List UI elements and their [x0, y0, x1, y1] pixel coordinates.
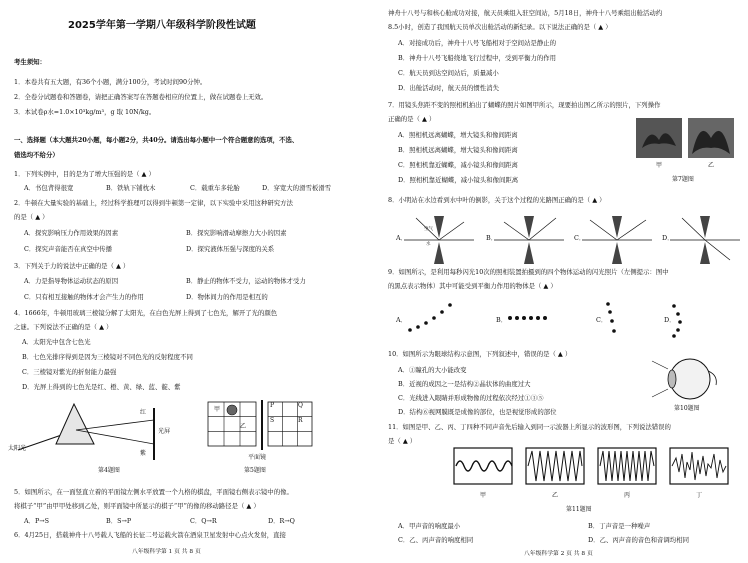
q3-option-b[interactable]: B．静止的物体不受力，运动的物体才受力 — [186, 277, 306, 285]
q9-dots-d — [672, 304, 682, 338]
question-3-stem: 3．下列关于力的说法中正确的是（ ▲ ） — [14, 262, 130, 270]
q7-option-c[interactable]: C．照相机靠近蝴蝶，减小镜头和像间距离 — [398, 161, 518, 169]
question-8-stem: 8．小明站在水边看到水中叶的倒影，关于这个过程的光路图正确的是（ ▲ ） — [388, 196, 606, 204]
waveform-yi — [528, 451, 582, 481]
q10-option-b[interactable]: B．近视的成因之一是结构②晶状体的曲度过大 — [398, 380, 531, 388]
question-9-stem: 的黑点表示物体）其中可能受到平衡力作用的物体是（ ▲ ） — [388, 282, 557, 290]
q10-caption: 第10题图 — [674, 405, 700, 412]
q3-option-d[interactable]: D．物体间力的作用是相互的 — [186, 293, 268, 301]
q3-option-a[interactable]: A．力是指导物体运动状态的原因 — [24, 277, 119, 285]
q2-option-a[interactable]: A．探究影响压力作用效果的因素 — [24, 229, 119, 237]
fig4-caption: 第4题图 — [98, 467, 120, 474]
q8-diagram-b — [494, 216, 564, 264]
section-heading: 一、选择题（本大题共20小题，每小题2分，共40分。请选出每小题中一个符合题意的选项，不选、 — [14, 136, 299, 144]
fig4-screen-label: 光屏 — [158, 428, 171, 435]
q8-water-label: 水 — [426, 242, 431, 247]
q8-diagram-d — [670, 216, 740, 264]
question-2-stem: 2．牛顿在大量实验的基础上，经过科学推理可以得到牛顿第一定律，以下实验中采用这种研究方法 — [14, 199, 293, 207]
question-11-stem: 11．如图是甲、乙、丙、丁四种不同声音先后输入到同一示波器上所显示的波形图，下列说法错误的 — [388, 423, 671, 431]
q8-option-a[interactable]: A． — [396, 234, 408, 242]
q8-option-c[interactable]: C． — [574, 234, 586, 242]
q3-option-c[interactable]: C．只有相互接触的物体才会产生力的作用 — [24, 293, 144, 301]
fig5-yi-label: 乙 — [240, 423, 247, 430]
fig5-r-label: R — [298, 417, 303, 424]
q10-option-c[interactable]: C．光线进入眼睛并形成物像的过程依次经过①③⑤ — [398, 394, 544, 402]
q10-option-d[interactable]: D．结构⑥视网膜既是成像的部位，也是视觉形成的部位 — [398, 408, 557, 416]
q7-option-d[interactable]: D．照相机靠近蝴蝶，减小镜头和像间距离 — [398, 176, 519, 184]
question-6-stem: 6．4月25日，搭载神舟十八号载人飞船的长征二号运载火箭在酒泉卫星发射中心点火发射，直接 — [14, 531, 286, 539]
photo-jia — [636, 118, 682, 158]
figure-7-butterfly-photos — [636, 118, 736, 166]
prism-shape — [56, 404, 94, 444]
q5-option-c[interactable]: C．Q→R — [190, 517, 217, 525]
question-9-stem: 9．如图所示，是利用每秒闪光10次的照相装置拍摄到的四个物体运动的闪光照片（左侧提示：图中 — [388, 268, 669, 276]
fig5-caption: 第5题图 — [244, 467, 266, 474]
q11-waveforms — [454, 448, 748, 488]
fig5-s-label: S — [270, 417, 275, 424]
fig5-q-label: Q — [298, 402, 303, 409]
q11-caption: 第11题图 — [566, 506, 592, 513]
q10-eye-diagram — [650, 355, 720, 403]
fig5-p-label: P — [270, 402, 275, 409]
notice-heading: 考生须知： — [14, 58, 46, 66]
q6-option-a[interactable]: A．对接成功后，神舟十八号飞船相对于空间站是静止的 — [398, 39, 556, 47]
q4-option-b[interactable]: B．七色光排序得到是因为三棱镜对不同色光的反射程度不同 — [22, 353, 193, 361]
q11-yi-label: 乙 — [552, 492, 559, 499]
q1-option-c[interactable]: C．载重车多轮胎 — [190, 184, 240, 192]
question-4-stem: 4．1666年，牛顿用玻璃三棱镜分解了太阳光，在白色光屏上得到了七色光，解开了光的颜色 — [14, 309, 278, 317]
q9-dots-a — [408, 303, 452, 332]
question-6-continued: 8.5小时，创造了我国航天员单次出舱活动的新纪录。以下说法正确的是（ ▲ ） — [388, 23, 612, 31]
q9-option-b[interactable]: B． — [496, 316, 508, 324]
q5-option-a[interactable]: A．P→S — [24, 517, 50, 525]
q8-option-d[interactable]: D． — [662, 234, 674, 242]
red-ray — [76, 420, 154, 430]
q6-option-d[interactable]: D．出舱活动时，航天员的惯性消失 — [398, 84, 499, 92]
q5-option-d[interactable]: D．R→Q — [268, 517, 295, 525]
exam-page-2 — [374, 0, 748, 563]
q11-option-c[interactable]: C．乙、丙声音的响度相同 — [398, 536, 474, 544]
q11-ding-label: 丁 — [696, 492, 703, 499]
fig5-mirror-label: 平面镜 — [248, 454, 267, 461]
notice-line: 2．全卷分试题卷和答题卷，请把正确答案写在答题卷相应的位置上，做在试题卷上无效。 — [14, 93, 268, 101]
q8-light-path-diagrams — [404, 212, 744, 268]
question-11-stem: 是（ ▲ ） — [388, 437, 417, 445]
question-7-stem: 正确的是（ ▲ ） — [388, 115, 436, 123]
question-5-stem: 5．如图所示，在一面竖直立着的平面镜左侧水平放置一个九格的棋盘，平面镜右侧表示镜中的像。 — [14, 488, 293, 496]
q8-air-label: 空气 — [424, 227, 433, 232]
q11-option-a[interactable]: A．甲声音的响度最小 — [398, 522, 461, 530]
q4-option-d[interactable]: D．光屏上得到的七色光是红、橙、黄、绿、蓝、靛、紫 — [22, 383, 181, 391]
q6-option-c[interactable]: C．航天员到达空间站后，质量减小 — [398, 69, 499, 77]
question-7-stem: 7．用镜头焦距不变的照相机拍出了蝴蝶的照片如图甲所示，现要拍出图乙所示的照片，下列操作 — [388, 101, 661, 109]
q8-diagram-a — [404, 216, 474, 264]
q2-option-c[interactable]: C．探究声音能否在真空中传播 — [24, 245, 112, 253]
q5-option-b[interactable]: B．S→P — [106, 517, 132, 525]
exam-title: 2025学年第一学期八年级科学阶段性试题 — [68, 20, 256, 31]
question-10-stem: 10．如图所示为眼球结构示意图，下列叙述中，错误的是（ ▲ ） — [388, 350, 572, 358]
q1-option-d[interactable]: D．穿宽大的滑雪板滑雪 — [262, 184, 332, 192]
page-footer: 八年级科学第 1 页 共 8 页 — [132, 549, 201, 555]
question-4-stem: 之谜。下列说法不正确的是（ ▲ ） — [14, 323, 113, 331]
q7-option-b[interactable]: B．照相机远离蝴蝶，增大镜头和像间距离 — [398, 146, 518, 154]
fig4-sunlight-label: 太阳光 — [8, 445, 27, 452]
fig5-jia-label: 甲 — [214, 406, 221, 413]
q2-option-b[interactable]: B．探究影响滑动摩擦力大小的因素 — [186, 229, 287, 237]
notice-line: 3．本试卷ρ水=1.0×10³kg/m³，g 取 10N/kg。 — [14, 108, 156, 116]
page-footer: 八年级科学第 2 页 共 8 页 — [524, 551, 593, 557]
lens-shape — [668, 370, 676, 388]
chess-piece-icon — [227, 405, 237, 415]
q6-option-b[interactable]: B．神舟十八号飞船绕地飞行过程中，受到平衡力的作用 — [398, 54, 557, 62]
question-5-stem: 将棋子“甲”由甲甲处移到乙处，则平面镜中所显示的棋子“甲”的像的移动路径是（ ▲ ） — [14, 502, 260, 510]
q4-option-c[interactable]: C．三棱镜对紫光的折射能力最强 — [22, 368, 117, 376]
q9-flash-photos — [404, 300, 744, 342]
q10-option-a[interactable]: A．①瞳孔的大小能改变 — [398, 366, 467, 374]
q11-jia-label: 甲 — [480, 492, 487, 499]
notice-line: 1．本卷共有五大题，有36个小题，满分100分，考试时间90分钟。 — [14, 78, 207, 86]
q2-option-d[interactable]: D．探究液体压强与深度的关系 — [186, 245, 275, 253]
question-6-continued: 神舟十八号与和核心舱成功对接，航天员乘组入驻空间站，5月18日，神舟十八号乘组出舱活动约 — [388, 9, 663, 17]
q11-option-b[interactable]: B．丁声音是一种噪声 — [588, 522, 651, 530]
q9-option-d[interactable]: D． — [664, 316, 676, 324]
question-2-stem: 的是（ ▲ ） — [14, 213, 49, 221]
question-1-stem: 1．下列实例中，目的是为了增大压强的是（ ▲ ） — [14, 170, 155, 178]
waveform-jia — [456, 461, 512, 471]
chessboard-right — [268, 402, 312, 446]
waveform-bing — [600, 451, 654, 481]
q9-option-c[interactable]: C． — [596, 316, 608, 324]
q1-option-a[interactable]: A．书包背得很宽 — [24, 184, 74, 192]
fig4-purple-label: 紫 — [140, 450, 147, 457]
section-heading: 错选均不给分） — [14, 151, 59, 159]
q9-dots-c — [606, 302, 616, 333]
fig7-yi-label: 乙 — [708, 162, 715, 169]
q1-option-b[interactable]: B．铁轨下铺枕木 — [106, 184, 156, 192]
figure-4-prism-diagram — [12, 398, 182, 468]
q4-option-a[interactable]: A．太阳光中包含七色光 — [22, 338, 91, 346]
fig7-jia-label: 甲 — [656, 162, 663, 169]
fig4-red-label: 红 — [140, 409, 147, 416]
q11-option-d[interactable]: D．乙、丙声音的音色和音调均相同 — [588, 536, 689, 544]
q11-bing-label: 丙 — [624, 492, 631, 499]
q9-dots-b — [508, 316, 547, 320]
q8-option-b[interactable]: B． — [486, 234, 498, 242]
q9-option-a[interactable]: A． — [396, 316, 408, 324]
q7-option-a[interactable]: A．照相机远离蝴蝶，增大镜头和像间距离 — [398, 131, 518, 139]
fig7-caption: 第7题图 — [672, 176, 694, 183]
waveform-ding — [672, 452, 726, 480]
q8-diagram-c — [582, 216, 652, 264]
